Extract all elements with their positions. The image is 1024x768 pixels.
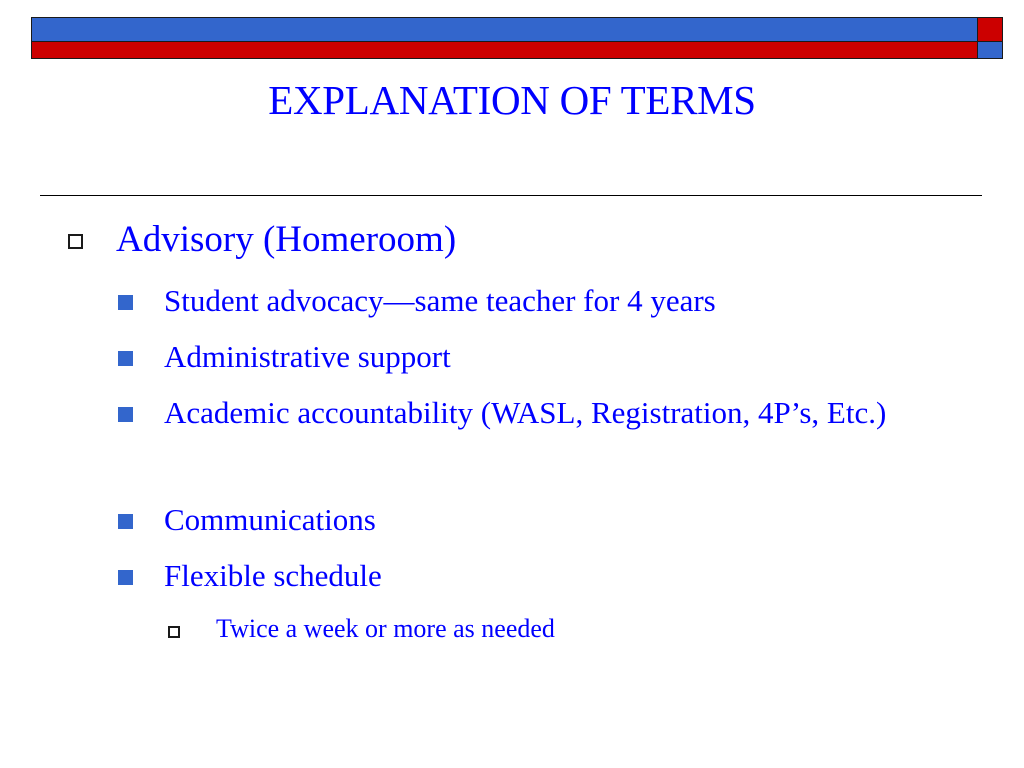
bullet-level-2: Academic accountability (WASL, Registration, 4P’s, Etc.) — [164, 395, 887, 430]
bullet-level-2: Flexible schedule — [164, 558, 382, 593]
hollow-square-icon — [168, 626, 180, 638]
bullet-level-3: Twice a week or more as needed — [216, 614, 555, 643]
bullet-level-2: Administrative support — [164, 339, 451, 374]
filled-square-icon — [118, 351, 133, 366]
hollow-square-icon — [68, 234, 83, 249]
filled-square-icon — [118, 514, 133, 529]
filled-square-icon — [118, 407, 133, 422]
bullet-level-2: Communications — [164, 502, 376, 537]
filled-square-icon — [118, 295, 133, 310]
filled-square-icon — [118, 570, 133, 585]
slide-title: EXPLANATION OF TERMS — [268, 77, 756, 123]
bullet-level-2: Student advocacy—same teacher for 4 years — [164, 283, 716, 318]
bullet-level-1: Advisory (Homeroom) — [116, 219, 457, 260]
